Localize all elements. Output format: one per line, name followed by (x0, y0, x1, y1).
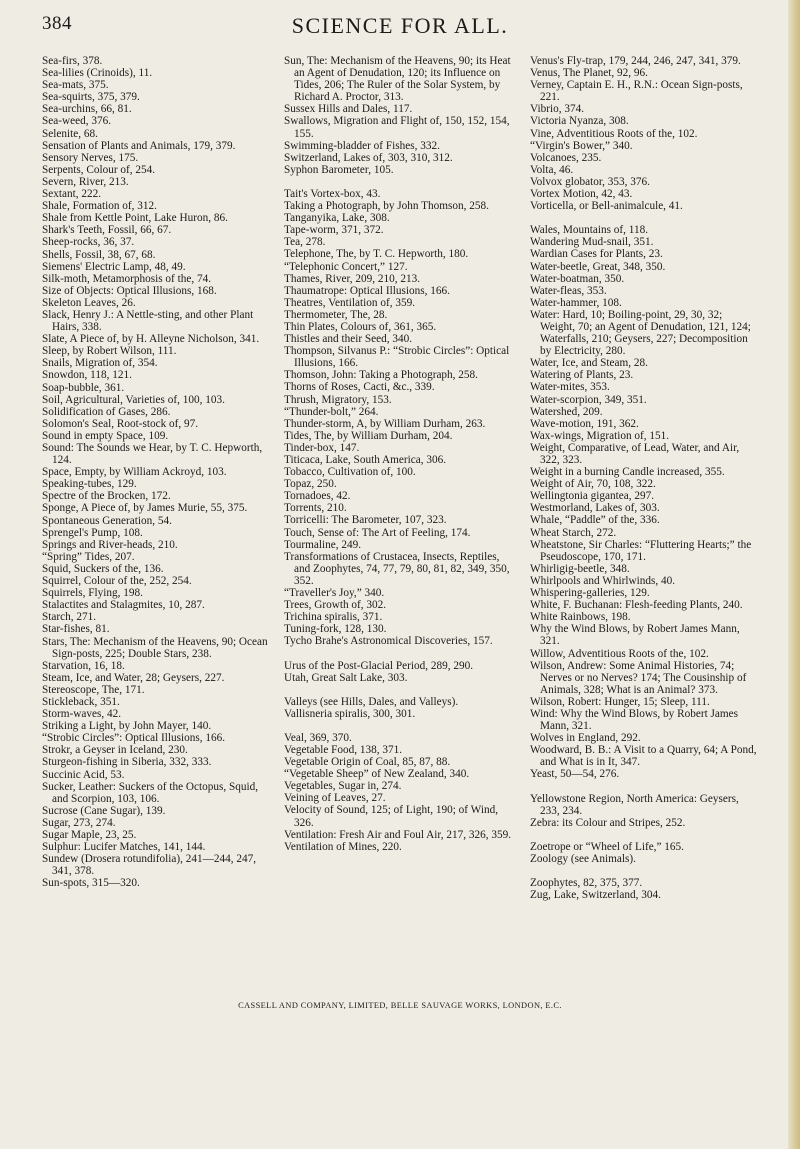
index-entry: Zoophytes, 82, 375, 377. (530, 877, 643, 889)
index-entry: Vegetable Origin of Coal, 85, 87, 88. (284, 756, 451, 769)
index-entry: Starvation, 16, 18. (42, 659, 125, 672)
index-entry: Solidification of Gases, 286. (42, 405, 171, 418)
index-entry: Solomon's Seal, Root-stock of, 97. (42, 417, 199, 430)
index-entry: Thomson, John: Taking a Photograph, 258. (284, 369, 478, 382)
index-entry: Thorns of Roses, Cacti, &c., 339. (284, 381, 435, 394)
index-entry: Tea, 278. (284, 236, 326, 249)
index-entry: Transformations of Crustacea, Insects, Reptiles, and Zoophytes, 74, 77, 79, 80, 81, 82, 349, 350, 352. (284, 550, 510, 587)
index-entry: Stickleback, 351. (42, 695, 120, 708)
index-entry: Serpents, Colour of, 254. (42, 163, 156, 176)
index-entry: Velocity of Sound, 125; of Light, 190; of Wind, 326. (284, 804, 499, 829)
index-entry: Speaking-tubes, 129. (42, 478, 137, 491)
index-entry: Sound: The Sounds we Hear, by T. C. Hepworth, 124. (42, 442, 263, 467)
index-entry: Westmorland, Lakes of, 303. (530, 502, 660, 515)
index-entry: Storm-waves, 42. (42, 708, 122, 721)
index-entry: Theatres, Ventilation of, 359. (284, 296, 416, 309)
index-entry: Zebra: its Colour and Stripes, 252. (530, 816, 686, 829)
index-entry: Whirlpools and Whirlwinds, 40. (530, 574, 676, 587)
index-entry: Tobacco, Cultivation of, 100. (284, 466, 416, 479)
index-entry: Volta, 46. (530, 163, 574, 176)
index-entry: Venus, The Planet, 92, 96. (530, 67, 648, 80)
index-entry: Wilson, Andrew: Some Animal Histories, 74; Nerves or no Nerves? 174; The Cousinship of Animals, 328; What is an Animal? 373. (530, 659, 747, 696)
index-entry: “Spring” Tides, 207. (42, 550, 135, 563)
index-entry: Thrush, Migratory, 153. (284, 393, 392, 406)
index-entry: Venus's Fly-trap, 179, 244, 246, 247, 341, 379. (530, 55, 741, 67)
index-entry: Sensory Nerves, 175. (42, 151, 139, 164)
index-entry: Whirligig-beetle, 348. (530, 562, 630, 575)
index-entry: “Traveller's Joy,” 340. (284, 587, 385, 600)
index-entry: Squirrels, Flying, 198. (42, 587, 143, 600)
index-entry: Sun-spots, 315—320. (42, 877, 140, 890)
index-entry: Shale from Kettle Point, Lake Huron, 86. (42, 212, 228, 225)
index-entry: Sugar, 273, 274. (42, 816, 116, 829)
index-entry: Squid, Suckers of the, 136. (42, 562, 164, 575)
index-entry: Water-boatman, 350. (530, 272, 625, 285)
index-entry: Thames, River, 209, 210, 213. (284, 272, 421, 285)
index-entry: “Strobic Circles”: Optical Illusions, 166. (42, 732, 226, 745)
index-entry: Sea-mats, 375. (42, 79, 109, 92)
index-entry: Watering of Plants, 23. (530, 369, 634, 382)
index-entry: Volcanoes, 235. (530, 151, 602, 164)
index-column-2 (284, 55, 512, 901)
index-entry: Vallisneria spiralis, 300, 301. (284, 707, 416, 720)
index-entry: Shark's Teeth, Fossil, 66, 67. (42, 224, 172, 237)
index-entry: Snails, Migration of, 354. (42, 357, 158, 370)
index-entry: Swimming-bladder of Fishes, 332. (284, 139, 440, 152)
index-entry: Wales, Mountains of, 118. (530, 224, 649, 237)
index-entry: Snowdon, 118, 121. (42, 369, 132, 382)
index-entry: Zug, Lake, Switzerland, 304. (530, 889, 661, 902)
index-entry: Stars, The: Mechanism of the Heavens, 90; Ocean Sign-posts, 225; Double Stars, 238. (42, 635, 268, 660)
index-entry: Tuning-fork, 128, 130. (284, 623, 387, 636)
index-entry: Telephone, The, by T. C. Hepworth, 180. (284, 248, 469, 261)
index-entry: Sprengel's Pump, 108. (42, 526, 143, 539)
index-entry: Weight in a burning Candle increased, 355. (530, 466, 725, 479)
index-entry: Sea-lilies (Crinoids), 11. (42, 67, 153, 80)
index-entry: Wax-wings, Migration of, 151. (530, 429, 670, 442)
index-entry: Veining of Leaves, 27. (284, 792, 386, 805)
index-entry: Watershed, 209. (530, 405, 603, 418)
index-entry: Spontaneous Generation, 54. (42, 514, 172, 527)
index-entry: Sundew (Drosera rotundifolia), 241—244, 247, 341, 378. (42, 853, 257, 878)
index-entry: Striking a Light, by John Mayer, 140. (42, 720, 212, 733)
index-entry: Soil, Agricultural, Varieties of, 100, 103. (42, 393, 225, 406)
index-entry: Vegetables, Sugar in, 274. (284, 780, 402, 793)
index-entry: Veal, 369, 370. (284, 731, 352, 744)
index-entry: Weight, Comparative, of Lead, Water, and Air, 322, 323. (530, 441, 740, 466)
index-entry: Water-hammer, 108. (530, 296, 622, 309)
index-entry: Whale, “Paddle” of the, 336. (530, 514, 660, 527)
index-entry: Trees, Growth of, 302. (284, 599, 387, 612)
index-entry: Yellowstone Region, North America: Geysers, 233, 234. (530, 792, 739, 817)
index-entry: Yeast, 50—54, 276. (530, 768, 620, 781)
page-number: 384 (42, 13, 72, 34)
index-entry: Thermometer, The, 28. (284, 308, 388, 321)
index-entry: Silk-moth, Metamorphosis of the, 74. (42, 272, 212, 285)
index-entry: Tourmaline, 249. (284, 538, 362, 551)
index-entry: Sun, The: Mechanism of the Heavens, 90; its Heat an Agent of Denudation, 120; its Influence on Tides, 206; The Ruler of the Solar System, by Richard A. Proctor, 313. (284, 55, 511, 104)
index-entry: Soap-bubble, 361. (42, 381, 125, 394)
index-columns (42, 55, 758, 901)
index-entry: “Thunder-bolt,” 264. (284, 405, 379, 418)
index-entry: Sleep, by Robert Wilson, 111. (42, 345, 177, 358)
index-entry: White Rainbows, 198. (530, 611, 631, 624)
index-entry: Water-beetle, Great, 348, 350. (530, 260, 666, 273)
index-entry: Thin Plates, Colours of, 361, 365. (284, 320, 437, 333)
index-entry: Sponge, A Piece of, by James Murie, 55, 375. (42, 502, 248, 515)
index-column-1 (42, 55, 270, 901)
index-entry: Tornadoes, 42. (284, 490, 351, 503)
index-entry: Thompson, Silvanus P.: “Strobic Circles”: Optical Illusions, 166. (284, 345, 510, 370)
index-entry: Wave-motion, 191, 362. (530, 417, 639, 430)
index-entry: Touch, Sense of: The Art of Feeling, 174. (284, 526, 471, 539)
index-entry: “Virgin's Bower,” 340. (530, 139, 633, 152)
index-entry: Slate, A Piece of, by H. Alleyne Nicholson, 341. (42, 333, 260, 346)
index-entry: Thistles and their Seed, 340. (284, 333, 413, 346)
index-entry: Siemens' Electric Lamp, 48, 49. (42, 260, 186, 273)
index-entry: Strokr, a Geyser in Iceland, 230. (42, 744, 188, 757)
index-entry: Sea-weed, 376. (42, 115, 112, 128)
index-entry: Victoria Nyanza, 308. (530, 115, 629, 128)
index-entry: Sucker, Leather: Suckers of the Octopus, Squid, and Scorpion, 103, 106. (42, 780, 259, 805)
index-entry: Water, Ice, and Steam, 28. (530, 357, 648, 370)
index-entry: Water: Hard, 10; Boiling-point, 29, 30, 32; Weight, 70; an Agent of Denudation, 121, 124; Waterfalls, 210; Geysers, 227; Decomposition by Electricity, 280. (530, 308, 751, 358)
index-entry: Wardian Cases for Plants, 23. (530, 248, 663, 261)
index-entry: Shale, Formation of, 312. (42, 200, 157, 213)
index-entry: Tinder-box, 147. (284, 441, 360, 454)
index-entry: Sulphur: Lucifer Matches, 141, 144. (42, 841, 206, 854)
index-entry: Skeleton Leaves, 26. (42, 296, 136, 309)
index-entry: Succinic Acid, 53. (42, 768, 125, 781)
index-entry: Vortex Motion, 42, 43. (530, 188, 633, 201)
index-entry: Slack, Henry J.: A Nettle-sting, and other Plant Hairs, 338. (42, 308, 254, 334)
index-entry: Water-scorpion, 349, 351. (530, 393, 647, 406)
index-entry: Sea-firs, 378. (42, 55, 103, 67)
index-column-3 (530, 55, 758, 901)
index-entry: Why the Wind Blows, by Robert James Mann, 321. (530, 623, 740, 648)
index-entry: Wind: Why the Wind Blows, by Robert James Mann, 321. (530, 707, 739, 733)
index-entry: Water-fleas, 353. (530, 284, 607, 297)
index-entry: Wheat Starch, 272. (530, 526, 617, 539)
index-entry: Steam, Ice, and Water, 28; Geysers, 227. (42, 671, 225, 684)
index-entry: Tides, The, by William Durham, 204. (284, 429, 453, 442)
index-entry: Ventilation of Mines, 220. (284, 840, 402, 853)
index-entry: Weight of Air, 70, 108, 322. (530, 478, 656, 491)
index-entry: Sugar Maple, 23, 25. (42, 829, 137, 841)
index-entry: Wandering Mud-snail, 351. (530, 236, 654, 249)
index-entry: Sheep-rocks, 36, 37. (42, 236, 135, 249)
index-entry: Sea-squirts, 375, 379. (42, 91, 140, 104)
index-entry: Tait's Vortex-box, 43. (284, 187, 381, 200)
index-entry: Swallows, Migration and Flight of, 150, 152, 154, 155. (284, 115, 510, 140)
index-entry: Verney, Captain E. H., R.N.: Ocean Sign-posts, 221. (530, 79, 743, 104)
index-entry: Vibrio, 374. (530, 103, 585, 116)
page-edge (788, 0, 800, 1149)
index-entry: Sturgeon-fishing in Siberia, 332, 333. (42, 756, 212, 769)
index-entry: Trichina spiralis, 371. (284, 611, 383, 624)
index-entry: Sucrose (Cane Sugar), 139. (42, 804, 166, 817)
index-entry: Vegetable Food, 138, 371. (284, 743, 403, 756)
index-entry: Tape-worm, 371, 372. (284, 224, 384, 237)
index-entry: Willow, Adventitious Roots of the, 102. (530, 647, 709, 660)
index-entry: Whispering-galleries, 129. (530, 587, 650, 600)
index-entry: Torrents, 210. (284, 502, 347, 515)
index-entry: Syphon Barometer, 105. (284, 163, 394, 176)
index-entry: Shells, Fossil, 38, 67, 68. (42, 248, 156, 261)
index-entry: White, F. Buchanan: Flesh-feeding Plants, 240. (530, 599, 743, 612)
index-entry: Zoology (see Animals). (530, 852, 636, 865)
index-entry: Volvox globator, 353, 376. (530, 175, 650, 188)
index-entry: Spectre of the Brocken, 172. (42, 490, 171, 503)
running-head: SCIENCE FOR ALL. (291, 13, 509, 38)
index-entry: “Telephonic Concert,” 127. (284, 260, 408, 273)
index-entry: Zoetrope or “Wheel of Life,” 165. (530, 840, 684, 853)
index-entry: Sea-urchins, 66, 81. (42, 103, 132, 116)
printer-imprint: CASSELL AND COMPANY, LIMITED, BELLE SAUVAGE WORKS, LONDON, E.C. (238, 1001, 562, 1010)
index-entry: Stalactites and Stalagmites, 10, 287. (42, 599, 205, 612)
index-entry: Vorticella, or Bell-animalcule, 41. (530, 200, 683, 213)
index-entry: Valleys (see Hills, Dales, and Valleys). (284, 695, 459, 708)
index-entry: Size of Objects: Optical Illusions, 168. (42, 284, 217, 297)
index-entry: Titicaca, Lake, South America, 306. (284, 454, 447, 466)
index-entry: Vine, Adventitious Roots of the, 102. (530, 127, 698, 140)
index-entry: Star-fishes, 81. (42, 623, 110, 636)
index-entry: Urus of the Post-Glacial Period, 289, 290. (284, 659, 474, 672)
index-entry: Stereoscope, The, 171. (42, 683, 145, 696)
index-entry: Wheatstone, Sir Charles: “Fluttering Hearts;” the Pseudoscope, 170, 171. (530, 538, 752, 563)
index-entry: Space, Empty, by William Ackroyd, 103. (42, 466, 227, 479)
index-entry: Taking a Photograph, by John Thomson, 258. (284, 200, 489, 213)
index-entry: Thaumatrope: Optical Illusions, 166. (284, 284, 450, 297)
index-entry: Thunder-storm, A, by William Durham, 263. (284, 417, 486, 430)
index-entry: Wellingtonia gigantea, 297. (530, 490, 655, 503)
index-entry: Water-mites, 353. (530, 381, 610, 394)
index-entry: Wolves in England, 292. (530, 732, 641, 745)
index-entry: Tanganyika, Lake, 308. (284, 212, 390, 225)
index-entry: Springs and River-heads, 210. (42, 538, 178, 551)
index-entry: Squirrel, Colour of the, 252, 254. (42, 575, 192, 588)
index-entry: Wilson, Robert: Hunger, 15; Sleep, 111. (530, 695, 710, 708)
index-entry: Selenite, 68. (42, 127, 98, 140)
index-entry: Topaz, 250. (284, 478, 337, 491)
index-entry: Switzerland, Lakes of, 303, 310, 312. (284, 151, 453, 164)
index-entry: Sensation of Plants and Animals, 179, 379. (42, 139, 236, 152)
index-entry: Sound in empty Space, 109. (42, 429, 169, 442)
index-entry: Sextant, 222. (42, 188, 102, 201)
index-entry: Sussex Hills and Dales, 117. (284, 103, 413, 116)
index-entry: Severn, River, 213. (42, 175, 129, 188)
index-entry: Utah, Great Salt Lake, 303. (284, 671, 408, 684)
index-entry: Tycho Brahe's Astronomical Discoveries, 157. (284, 635, 493, 648)
index-entry: “Vegetable Sheep” of New Zealand, 340. (284, 768, 470, 781)
index-entry: Woodward, B. B.: A Visit to a Quarry, 64; A Pond, and What is in It, 347. (530, 744, 757, 769)
index-entry: Torricelli: The Barometer, 107, 323. (284, 514, 447, 527)
index-entry: Ventilation: Fresh Air and Foul Air, 217, 326, 359. (284, 828, 512, 841)
index-entry: Starch, 271. (42, 611, 97, 624)
